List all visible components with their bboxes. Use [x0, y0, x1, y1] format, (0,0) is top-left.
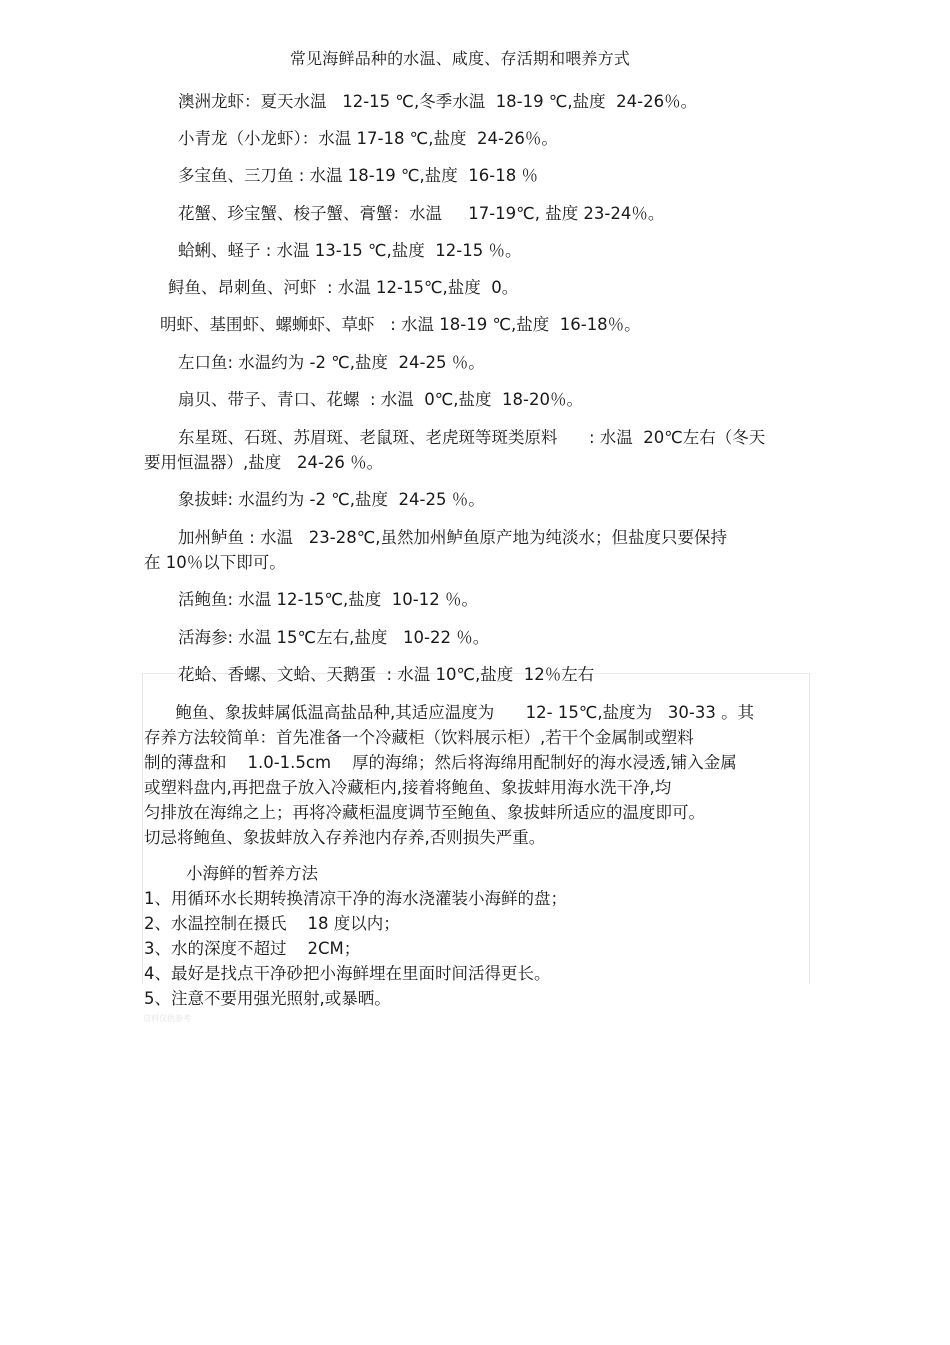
entry-hard-clams: 花蛤、香螺、文蛤、天鹅蛋 : 水温 10℃,盐度 12％左右: [178, 665, 595, 684]
entry-sturgeon: 鲟鱼、昂刺鱼、河虾 : 水温 12-15℃,盐度 0。: [168, 278, 519, 297]
paragraph-line: 制的薄盘和 1.0-1.5cm 厚的海绵；然后将海绵用配制好的海水浸透,铺入金属: [144, 753, 737, 772]
paragraph-line: 鲍鱼、象拔蚌属低温高盐品种,其适应温度为 12- 15℃,盐度为 30-33 。其: [144, 703, 755, 722]
list-item: 5、注意不要用强光照射,或暴晒。: [144, 989, 391, 1008]
paragraph-line: 切忌将鲍鱼、象拔蚌放入存养池内存养,否则损失严重。: [144, 828, 546, 847]
paragraph-line: 存养方法较简单：首先准备一个冷藏柜（饮料展示柜）,若干个金属制或塑料: [144, 728, 694, 747]
page-title: 常见海鲜品种的水温、咸度、存活期和喂养方式: [289, 49, 631, 68]
paragraph-line: 或塑料盘内,再把盘子放入冷藏柜内,接着将鲍鱼、象拔蚌用海水洗干净,均: [144, 778, 672, 797]
entry-perch-line1: 加州鲈鱼 : 水温 23-28℃,虽然加州鲈鱼原产地为纯淡水；但盐度只要保持: [178, 528, 728, 547]
entry-turbot: 多宝鱼、三刀鱼 : 水温 18-19 ℃,盐度 16-18 ％: [178, 166, 538, 185]
entry-flounder: 左口鱼: 水温约为 -2 ℃,盐度 24-25 ％。: [178, 353, 485, 372]
entry-australian-lobster: 澳洲龙虾：夏天水温 12-15 ℃,冬季水温 18-19 ℃,盐度 24-26％。: [178, 92, 698, 111]
abalone-storage-paragraph: [144, 700, 804, 850]
list-item: 3、水的深度不超过 2CM；: [144, 939, 361, 958]
entry-prawns: 明虾、基围虾、螺蛳虾、草虾 : 水温 18-19 ℃,盐度 16-18％。: [160, 315, 641, 334]
section-heading: 小海鲜的暂养方法: [144, 864, 318, 883]
small-seafood-section: [144, 861, 804, 1011]
list-item: 1、用循环水长期转换清凉干净的海水浇灌装小海鲜的盘；: [144, 889, 567, 908]
entry-geoduck: 象拔蚌: 水温约为 -2 ℃,盐度 24-25 ％。: [178, 490, 485, 509]
list-item: 4、最好是找点干净砂把小海鲜埋在里面时间活得更长。: [144, 964, 551, 983]
faint-footer-note: 资料仅供参考: [143, 1014, 191, 1023]
entry-scallops: 扇贝、带子、青口、花螺 : 水温 0℃,盐度 18-20％。: [178, 390, 583, 409]
entry-crabs: 花蟹、珍宝蟹、梭子蟹、膏蟹：水温 17-19℃, 盐度 23-24％。: [178, 204, 665, 223]
entry-spotted-fish-line1: 东星斑、石斑、苏眉斑、老鼠斑、老虎斑等斑类原料 : 水温 20℃左右（冬天: [178, 428, 766, 447]
entry-perch-line2: 在 10％以下即可。: [144, 553, 286, 572]
paragraph-line: 匀排放在海绵之上；再将冷藏柜温度调节至鲍鱼、象拔蚌所适应的温度即可。: [144, 803, 705, 822]
entry-spotted-fish-line2: 要用恒温器）,盐度 24-26 ％。: [144, 453, 384, 472]
entry-abalone: 活鲍鱼: 水温 12-15℃,盐度 10-12 ％。: [178, 590, 478, 609]
entry-crayfish: 小青龙（小龙虾）：水温 17-18 ℃,盐度 24-26％。: [178, 129, 558, 148]
entry-clams: 蛤蜊、蛏子 : 水温 13-15 ℃,盐度 12-15 ％。: [178, 241, 522, 260]
list-item: 2、水温控制在摄氏 18 度以内；: [144, 914, 400, 933]
entry-sea-cucumber: 活海参: 水温 15℃左右,盐度 10-22 ％。: [178, 628, 490, 647]
